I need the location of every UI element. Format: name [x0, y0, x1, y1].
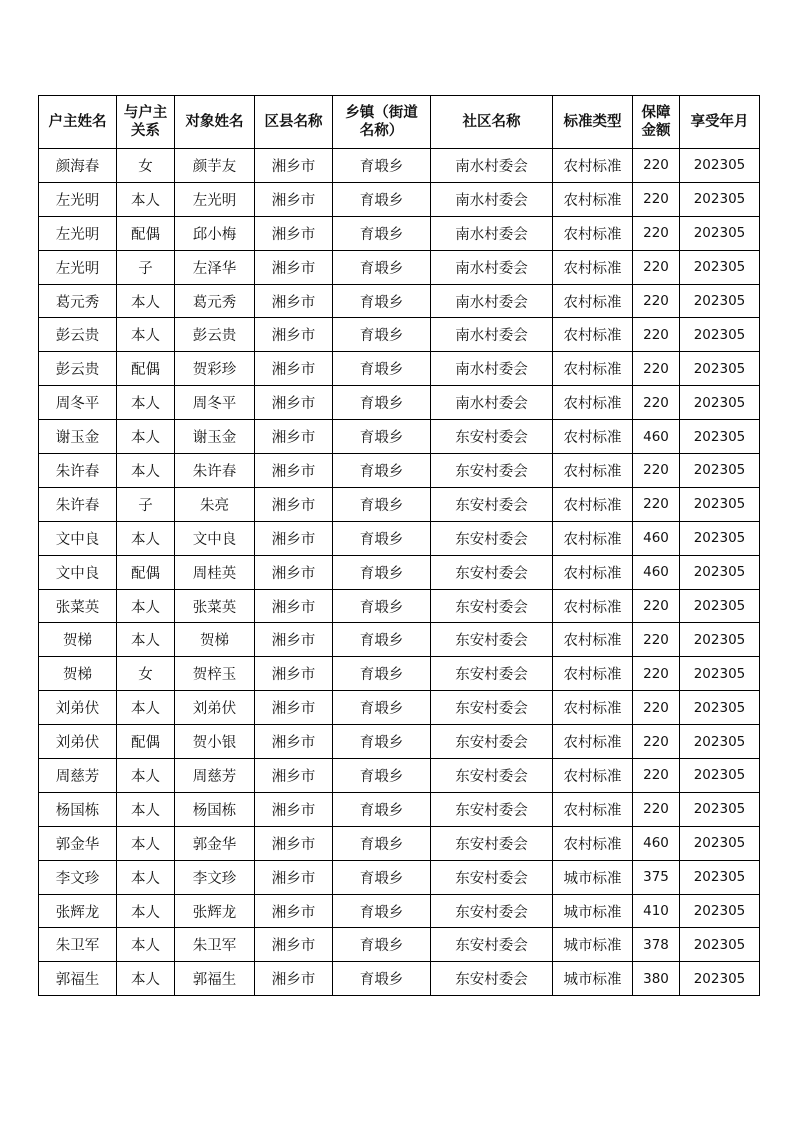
cell-relation: 本人	[117, 860, 175, 894]
cell-amount: 220	[633, 250, 680, 284]
table-row	[39, 454, 760, 488]
cell-community: 南水村委会	[431, 149, 553, 183]
cell-household-head: 刘弟伏	[39, 691, 117, 725]
cell-period: 202305	[680, 318, 760, 352]
cell-amount: 378	[633, 928, 680, 962]
cell-community: 东安村委会	[431, 521, 553, 555]
cell-household-head: 朱卫军	[39, 928, 117, 962]
cell-amount: 220	[633, 386, 680, 420]
cell-recipient: 颜芋友	[175, 149, 255, 183]
cell-recipient: 谢玉金	[175, 420, 255, 454]
cell-recipient: 张菜英	[175, 589, 255, 623]
cell-relation: 本人	[117, 691, 175, 725]
cell-household-head: 朱许春	[39, 454, 117, 488]
cell-township: 育塅乡	[333, 826, 431, 860]
cell-amount: 220	[633, 149, 680, 183]
table-row	[39, 487, 760, 521]
cell-relation: 配偶	[117, 725, 175, 759]
cell-standard-type: 城市标准	[553, 860, 633, 894]
cell-township: 育塅乡	[333, 623, 431, 657]
cell-recipient: 贺梯	[175, 623, 255, 657]
header-relation-line1: 与户主	[123, 105, 168, 121]
header-relation-line2: 关系	[131, 123, 160, 139]
header-household-head: 户主姓名	[39, 96, 117, 149]
table-row	[39, 555, 760, 589]
cell-period: 202305	[680, 759, 760, 793]
table-row	[39, 386, 760, 420]
cell-relation: 本人	[117, 928, 175, 962]
cell-township: 育塅乡	[333, 792, 431, 826]
cell-amount: 220	[633, 792, 680, 826]
cell-period: 202305	[680, 284, 760, 318]
cell-community: 东安村委会	[431, 454, 553, 488]
cell-relation: 本人	[117, 589, 175, 623]
cell-township: 育塅乡	[333, 454, 431, 488]
cell-period: 202305	[680, 894, 760, 928]
cell-recipient: 贺梓玉	[175, 657, 255, 691]
cell-community: 南水村委会	[431, 182, 553, 216]
cell-household-head: 左光明	[39, 250, 117, 284]
cell-standard-type: 农村标准	[553, 182, 633, 216]
cell-county: 湘乡市	[255, 284, 333, 318]
cell-relation: 子	[117, 487, 175, 521]
cell-community: 东安村委会	[431, 792, 553, 826]
cell-county: 湘乡市	[255, 589, 333, 623]
table-row	[39, 420, 760, 454]
table-row	[39, 725, 760, 759]
header-township-line1: 乡镇（街道	[345, 105, 418, 121]
cell-recipient: 文中良	[175, 521, 255, 555]
table-row	[39, 826, 760, 860]
table-row	[39, 589, 760, 623]
cell-relation: 本人	[117, 182, 175, 216]
cell-period: 202305	[680, 250, 760, 284]
header-relation-text	[124, 104, 168, 140]
table-row	[39, 149, 760, 183]
cell-township: 育塅乡	[333, 284, 431, 318]
assistance-roster-table	[38, 95, 760, 996]
cell-recipient: 杨国栋	[175, 792, 255, 826]
cell-household-head: 葛元秀	[39, 284, 117, 318]
header-period: 享受年月	[680, 96, 760, 149]
cell-county: 湘乡市	[255, 826, 333, 860]
cell-period: 202305	[680, 928, 760, 962]
cell-county: 湘乡市	[255, 352, 333, 386]
cell-household-head: 左光明	[39, 182, 117, 216]
table-row	[39, 691, 760, 725]
cell-community: 东安村委会	[431, 725, 553, 759]
cell-recipient: 朱许春	[175, 454, 255, 488]
cell-standard-type: 农村标准	[553, 420, 633, 454]
cell-community: 南水村委会	[431, 352, 553, 386]
cell-household-head: 张辉龙	[39, 894, 117, 928]
cell-county: 湘乡市	[255, 860, 333, 894]
cell-amount: 220	[633, 487, 680, 521]
cell-household-head: 彭云贵	[39, 352, 117, 386]
cell-township: 育塅乡	[333, 759, 431, 793]
cell-relation: 本人	[117, 623, 175, 657]
cell-amount: 460	[633, 521, 680, 555]
cell-county: 湘乡市	[255, 487, 333, 521]
cell-household-head: 张菜英	[39, 589, 117, 623]
cell-recipient: 葛元秀	[175, 284, 255, 318]
cell-period: 202305	[680, 725, 760, 759]
cell-township: 育塅乡	[333, 725, 431, 759]
cell-amount: 375	[633, 860, 680, 894]
cell-community: 东安村委会	[431, 928, 553, 962]
cell-community: 东安村委会	[431, 420, 553, 454]
cell-relation: 本人	[117, 894, 175, 928]
cell-county: 湘乡市	[255, 725, 333, 759]
cell-standard-type: 农村标准	[553, 759, 633, 793]
table-row	[39, 894, 760, 928]
cell-household-head: 刘弟伏	[39, 725, 117, 759]
cell-county: 湘乡市	[255, 894, 333, 928]
cell-recipient: 周桂英	[175, 555, 255, 589]
cell-amount: 220	[633, 589, 680, 623]
cell-household-head: 李文珍	[39, 860, 117, 894]
table-body	[39, 149, 760, 996]
header-township	[333, 96, 431, 149]
cell-community: 东安村委会	[431, 759, 553, 793]
cell-relation: 女	[117, 657, 175, 691]
header-standard-type: 标准类型	[553, 96, 633, 149]
cell-standard-type: 农村标准	[553, 691, 633, 725]
cell-period: 202305	[680, 420, 760, 454]
cell-relation: 本人	[117, 318, 175, 352]
cell-county: 湘乡市	[255, 657, 333, 691]
cell-standard-type: 农村标准	[553, 521, 633, 555]
cell-household-head: 文中良	[39, 521, 117, 555]
cell-standard-type: 农村标准	[553, 318, 633, 352]
cell-township: 育塅乡	[333, 894, 431, 928]
cell-relation: 本人	[117, 284, 175, 318]
cell-community: 东安村委会	[431, 555, 553, 589]
cell-period: 202305	[680, 149, 760, 183]
cell-standard-type: 农村标准	[553, 487, 633, 521]
cell-household-head: 贺梯	[39, 657, 117, 691]
cell-township: 育塅乡	[333, 386, 431, 420]
table-row	[39, 521, 760, 555]
cell-township: 育塅乡	[333, 216, 431, 250]
cell-amount: 460	[633, 420, 680, 454]
cell-amount: 460	[633, 826, 680, 860]
header-amount-text	[642, 104, 671, 140]
cell-township: 育塅乡	[333, 521, 431, 555]
cell-amount: 460	[633, 555, 680, 589]
cell-county: 湘乡市	[255, 318, 333, 352]
cell-standard-type: 城市标准	[553, 894, 633, 928]
cell-county: 湘乡市	[255, 521, 333, 555]
cell-relation: 本人	[117, 962, 175, 996]
cell-period: 202305	[680, 826, 760, 860]
cell-relation: 本人	[117, 826, 175, 860]
table-row	[39, 860, 760, 894]
table-row	[39, 928, 760, 962]
cell-township: 育塅乡	[333, 691, 431, 725]
cell-recipient: 左泽华	[175, 250, 255, 284]
cell-recipient: 贺小银	[175, 725, 255, 759]
cell-relation: 本人	[117, 454, 175, 488]
cell-period: 202305	[680, 386, 760, 420]
cell-county: 湘乡市	[255, 250, 333, 284]
cell-period: 202305	[680, 182, 760, 216]
header-community: 社区名称	[431, 96, 553, 149]
cell-township: 育塅乡	[333, 250, 431, 284]
header-township-text	[345, 104, 418, 140]
cell-household-head: 谢玉金	[39, 420, 117, 454]
cell-county: 湘乡市	[255, 182, 333, 216]
cell-standard-type: 农村标准	[553, 352, 633, 386]
header-amount-line1: 保障	[641, 105, 671, 121]
cell-standard-type: 农村标准	[553, 725, 633, 759]
cell-period: 202305	[680, 589, 760, 623]
cell-relation: 本人	[117, 792, 175, 826]
table-header-row	[39, 96, 760, 149]
table-row	[39, 318, 760, 352]
cell-amount: 380	[633, 962, 680, 996]
cell-township: 育塅乡	[333, 420, 431, 454]
cell-standard-type: 农村标准	[553, 826, 633, 860]
table-row	[39, 623, 760, 657]
cell-household-head: 郭金华	[39, 826, 117, 860]
cell-community: 南水村委会	[431, 216, 553, 250]
table-row	[39, 792, 760, 826]
cell-community: 东安村委会	[431, 589, 553, 623]
cell-household-head: 周慈芳	[39, 759, 117, 793]
cell-recipient: 贺彩珍	[175, 352, 255, 386]
cell-recipient: 周冬平	[175, 386, 255, 420]
cell-standard-type: 农村标准	[553, 555, 633, 589]
cell-township: 育塅乡	[333, 149, 431, 183]
cell-household-head: 郭福生	[39, 962, 117, 996]
cell-county: 湘乡市	[255, 386, 333, 420]
cell-period: 202305	[680, 555, 760, 589]
cell-community: 东安村委会	[431, 487, 553, 521]
cell-household-head: 文中良	[39, 555, 117, 589]
cell-period: 202305	[680, 487, 760, 521]
cell-relation: 本人	[117, 521, 175, 555]
cell-township: 育塅乡	[333, 657, 431, 691]
cell-standard-type: 城市标准	[553, 928, 633, 962]
cell-amount: 220	[633, 284, 680, 318]
cell-amount: 220	[633, 182, 680, 216]
header-amount	[633, 96, 680, 149]
cell-recipient: 邱小梅	[175, 216, 255, 250]
cell-relation: 本人	[117, 420, 175, 454]
cell-community: 南水村委会	[431, 318, 553, 352]
cell-relation: 子	[117, 250, 175, 284]
cell-recipient: 周慈芳	[175, 759, 255, 793]
header-county: 区县名称	[255, 96, 333, 149]
cell-county: 湘乡市	[255, 691, 333, 725]
cell-community: 东安村委会	[431, 623, 553, 657]
cell-household-head: 颜海春	[39, 149, 117, 183]
header-recipient: 对象姓名	[175, 96, 255, 149]
cell-amount: 220	[633, 454, 680, 488]
cell-recipient: 张辉龙	[175, 894, 255, 928]
header-township-line2: 名称）	[359, 123, 404, 139]
cell-county: 湘乡市	[255, 928, 333, 962]
cell-relation: 配偶	[117, 352, 175, 386]
table-row	[39, 182, 760, 216]
cell-relation: 配偶	[117, 555, 175, 589]
cell-amount: 220	[633, 318, 680, 352]
table-row	[39, 352, 760, 386]
cell-period: 202305	[680, 860, 760, 894]
cell-recipient: 彭云贵	[175, 318, 255, 352]
table-row	[39, 657, 760, 691]
cell-standard-type: 农村标准	[553, 386, 633, 420]
cell-household-head: 周冬平	[39, 386, 117, 420]
cell-standard-type: 农村标准	[553, 250, 633, 284]
cell-household-head: 左光明	[39, 216, 117, 250]
cell-community: 东安村委会	[431, 657, 553, 691]
cell-county: 湘乡市	[255, 555, 333, 589]
cell-community: 东安村委会	[431, 894, 553, 928]
cell-period: 202305	[680, 962, 760, 996]
cell-household-head: 朱许春	[39, 487, 117, 521]
cell-household-head: 杨国栋	[39, 792, 117, 826]
table-row	[39, 284, 760, 318]
cell-standard-type: 农村标准	[553, 284, 633, 318]
cell-recipient: 郭金华	[175, 826, 255, 860]
cell-standard-type: 农村标准	[553, 216, 633, 250]
cell-amount: 220	[633, 725, 680, 759]
cell-amount: 220	[633, 691, 680, 725]
cell-community: 东安村委会	[431, 826, 553, 860]
cell-period: 202305	[680, 521, 760, 555]
cell-county: 湘乡市	[255, 623, 333, 657]
cell-township: 育塅乡	[333, 555, 431, 589]
cell-recipient: 郭福生	[175, 962, 255, 996]
header-amount-line2: 金额	[641, 123, 671, 139]
cell-standard-type: 农村标准	[553, 657, 633, 691]
cell-township: 育塅乡	[333, 487, 431, 521]
header-relation	[117, 96, 175, 149]
cell-period: 202305	[680, 216, 760, 250]
cell-county: 湘乡市	[255, 454, 333, 488]
cell-period: 202305	[680, 691, 760, 725]
cell-community: 南水村委会	[431, 250, 553, 284]
cell-county: 湘乡市	[255, 759, 333, 793]
cell-relation: 配偶	[117, 216, 175, 250]
cell-recipient: 朱卫军	[175, 928, 255, 962]
cell-relation: 女	[117, 149, 175, 183]
cell-standard-type: 农村标准	[553, 623, 633, 657]
cell-community: 东安村委会	[431, 962, 553, 996]
table-row	[39, 759, 760, 793]
cell-relation: 本人	[117, 386, 175, 420]
cell-community: 南水村委会	[431, 284, 553, 318]
cell-county: 湘乡市	[255, 149, 333, 183]
cell-amount: 410	[633, 894, 680, 928]
cell-recipient: 李文珍	[175, 860, 255, 894]
cell-township: 育塅乡	[333, 318, 431, 352]
cell-standard-type: 农村标准	[553, 149, 633, 183]
cell-standard-type: 农村标准	[553, 792, 633, 826]
cell-period: 202305	[680, 623, 760, 657]
cell-recipient: 刘弟伏	[175, 691, 255, 725]
cell-township: 育塅乡	[333, 352, 431, 386]
cell-amount: 220	[633, 216, 680, 250]
cell-household-head: 贺梯	[39, 623, 117, 657]
cell-township: 育塅乡	[333, 589, 431, 623]
cell-recipient: 左光明	[175, 182, 255, 216]
cell-standard-type: 城市标准	[553, 962, 633, 996]
cell-township: 育塅乡	[333, 182, 431, 216]
cell-standard-type: 农村标准	[553, 589, 633, 623]
cell-county: 湘乡市	[255, 420, 333, 454]
cell-period: 202305	[680, 352, 760, 386]
cell-county: 湘乡市	[255, 216, 333, 250]
cell-standard-type: 农村标准	[553, 454, 633, 488]
cell-household-head: 彭云贵	[39, 318, 117, 352]
cell-relation: 本人	[117, 759, 175, 793]
cell-township: 育塅乡	[333, 962, 431, 996]
table-row	[39, 962, 760, 996]
cell-county: 湘乡市	[255, 962, 333, 996]
table-row	[39, 250, 760, 284]
cell-period: 202305	[680, 657, 760, 691]
table-row	[39, 216, 760, 250]
cell-amount: 220	[633, 623, 680, 657]
cell-period: 202305	[680, 792, 760, 826]
cell-amount: 220	[633, 352, 680, 386]
cell-township: 育塅乡	[333, 860, 431, 894]
cell-community: 南水村委会	[431, 386, 553, 420]
cell-amount: 220	[633, 759, 680, 793]
cell-period: 202305	[680, 454, 760, 488]
cell-county: 湘乡市	[255, 792, 333, 826]
cell-community: 东安村委会	[431, 691, 553, 725]
cell-amount: 220	[633, 657, 680, 691]
cell-recipient: 朱亮	[175, 487, 255, 521]
cell-community: 东安村委会	[431, 860, 553, 894]
cell-township: 育塅乡	[333, 928, 431, 962]
